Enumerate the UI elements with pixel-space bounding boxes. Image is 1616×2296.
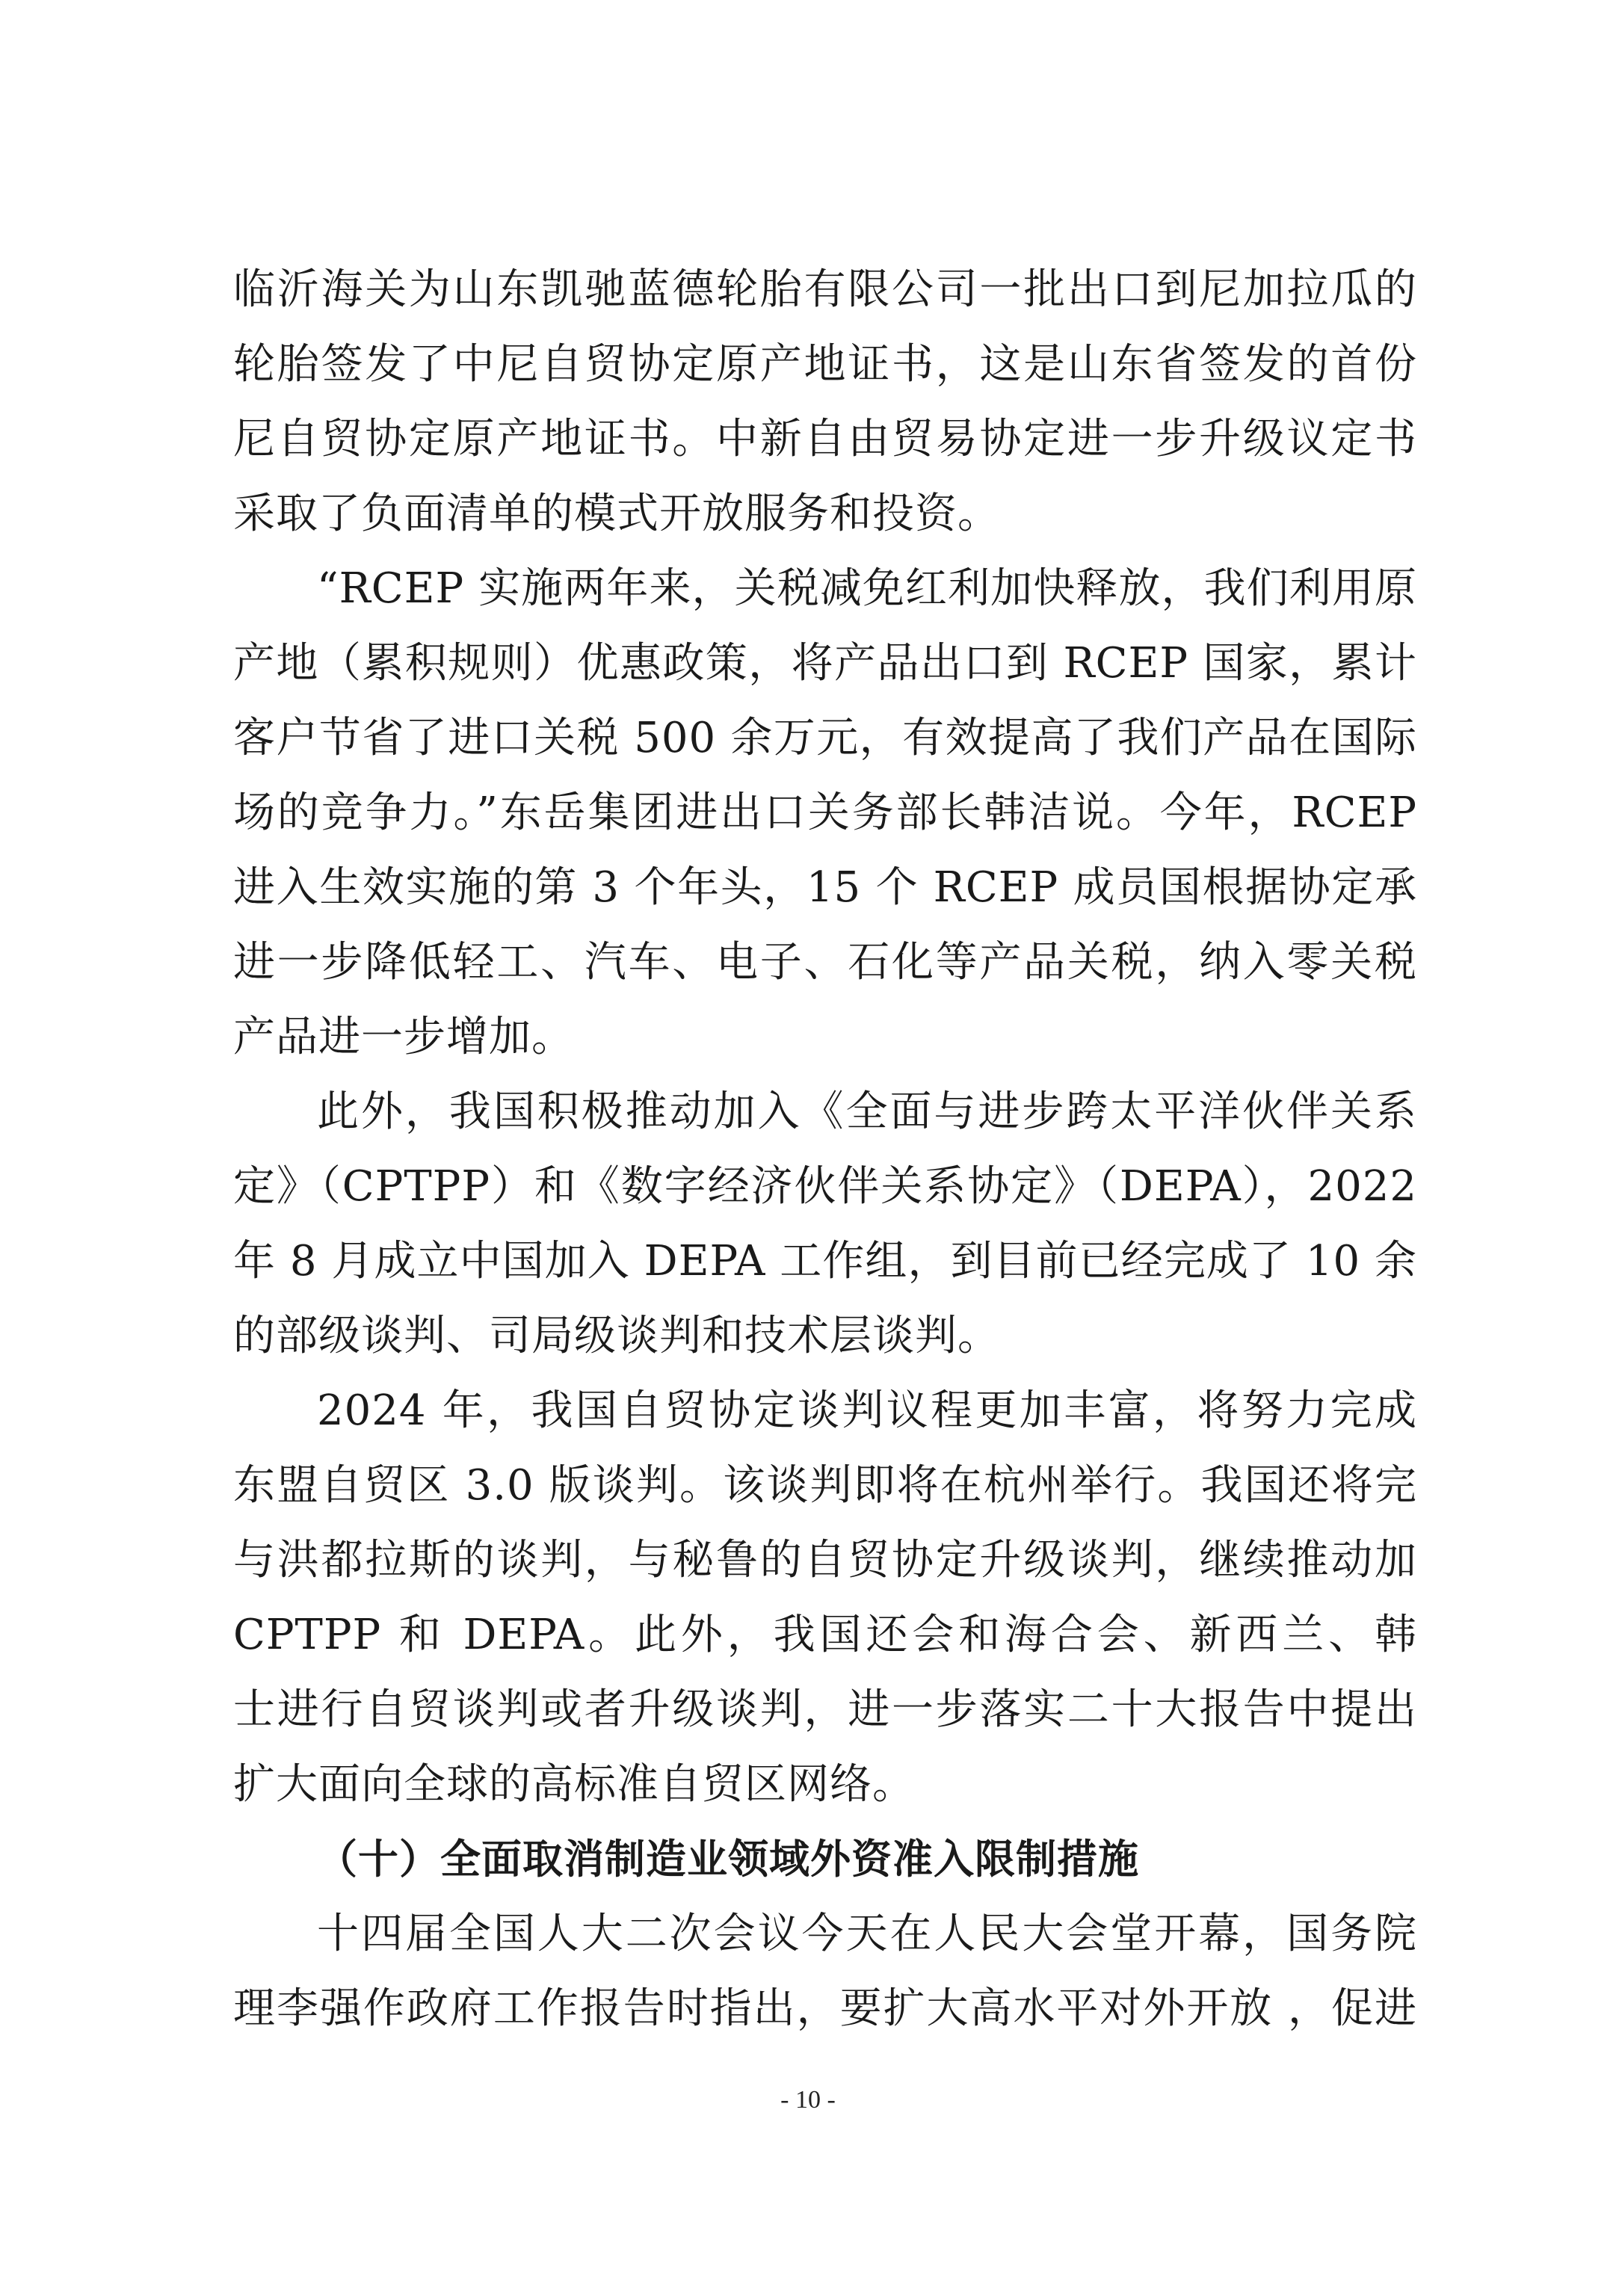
text-line: “RCEP 实施两年来，关税减免红利加快释放，我们利用原 <box>317 564 1417 613</box>
text-line: 尼自贸协定原产地证书。中新自由贸易协定进一步升级议定书 <box>233 415 1417 463</box>
text-line: 临沂海关为山东凯驰蓝德轮胎有限公司一批出口到尼加拉瓜的 <box>233 265 1417 314</box>
page-number: - 10 - <box>780 2086 836 2114</box>
text-line: 东盟自贸区 3.0 版谈判。该谈判即将在杭州举行。我国还将完 <box>233 1461 1417 1510</box>
text-line: 定》（CPTPP）和《数字经济伙伴关系协定》（DEPA），2022 <box>233 1162 1417 1211</box>
text-line: 2024 年，我国自贸协定谈判议程更加丰富，将努力完成 <box>317 1386 1417 1435</box>
text-line: 理李强作政府工作报告时指出，要扩大高水平对外开放 ，促进 <box>233 1984 1417 2033</box>
text-line: 的部级谈判、司局级谈判和技术层谈判。 <box>233 1312 1000 1360</box>
document-body <box>233 253 1417 2046</box>
text-line: 十四届全国人大二次会议今天在人民大会堂开幕，国务院 <box>317 1910 1417 1958</box>
text-line: CPTPP 和 DEPA。此外，我国还会和海合会、新西兰、韩 <box>233 1611 1417 1659</box>
text-line: 扩大面向全球的高标准自贸区网络。 <box>233 1760 915 1809</box>
text-line: 轮胎签发了中尼自贸协定原产地证书，这是山东省签发的首份 <box>233 340 1417 389</box>
text-line: 产地（累积规则）优惠政策，将产品出口到 RCEP 国家，累计 <box>233 639 1417 688</box>
text-line: 士进行自贸谈判或者升级谈判，进一步落实二十大报告中提出 <box>233 1685 1417 1734</box>
text-line: 此外，我国积极推动加入《全面与进步跨太平洋伙伴关系 <box>317 1087 1417 1136</box>
text-line: 场的竞争力。”东岳集团进出口关务部长韩洁说。今年，RCEP <box>233 789 1417 837</box>
text-line: 进一步降低轻工、汽车、电子、石化等产品关税，纳入零关税 <box>233 938 1417 987</box>
text-line: 年 8 月成立中国加入 DEPA 工作组，到目前已经完成了 10 余 <box>233 1237 1417 1286</box>
text-line: 进入生效实施的第 3 个年头，15 个 RCEP 成员国根据协定承 <box>233 863 1417 912</box>
text-line: 与洪都拉斯的谈判，与秘鲁的自贸协定升级谈判，继续推动加 <box>233 1536 1417 1584</box>
text-line: 产品进一步增加。 <box>233 1013 574 1061</box>
section-heading: （十）全面取消制造业领域外资准入限制措施 <box>317 1836 1139 1883</box>
text-line: 客户节省了进口关税 500 余万元，有效提高了我们产品在国际 <box>233 714 1417 762</box>
text-line: 采取了负面清单的模式开放服务和投资。 <box>233 490 1000 538</box>
